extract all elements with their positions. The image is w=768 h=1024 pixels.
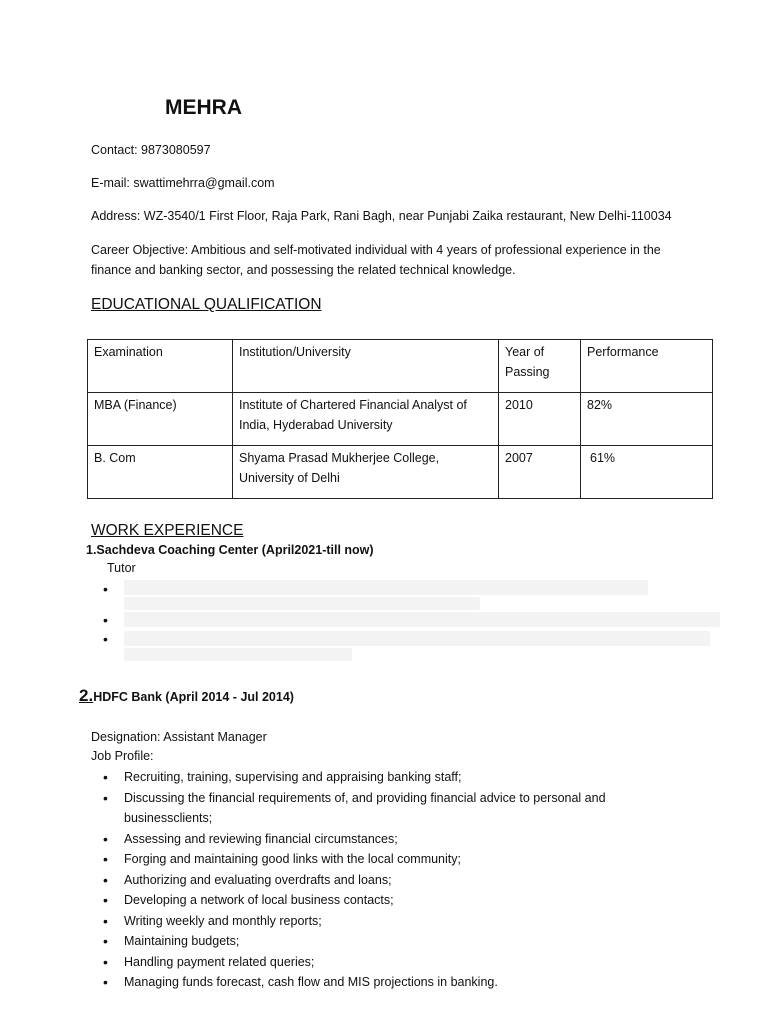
table-cell: Shyama Prasad Mukherjee College, University of Delhi xyxy=(233,446,499,499)
job2-header xyxy=(79,686,294,706)
email-line: E-mail: swattimehrra@gmail.com xyxy=(91,176,275,190)
education-heading: EDUCATIONAL QUALIFICATION xyxy=(91,296,322,313)
redacted-block xyxy=(124,631,710,646)
list-item: • Assessing and reviewing financial circumstances; xyxy=(103,829,663,850)
table-header-cell: Performance xyxy=(581,340,713,393)
table-header-cell: Year of Passing xyxy=(499,340,581,393)
table-header-row xyxy=(88,340,713,393)
list-item: • Managing funds forecast, cash flow and MIS projections in banking. xyxy=(103,972,663,993)
job1-role: Tutor xyxy=(107,561,136,575)
bullet-icon: • xyxy=(103,631,108,647)
list-item: • Developing a network of local business contacts; xyxy=(103,890,663,911)
list-item: • Forging and maintaining good links with the local community; xyxy=(103,849,663,870)
table-row xyxy=(88,446,713,499)
redacted-block xyxy=(124,580,648,595)
table-row xyxy=(88,393,713,446)
table-header-cell: Institution/University xyxy=(233,340,499,393)
table-cell: Institute of Chartered Financial Analyst of India, Hyderabad University xyxy=(233,393,499,446)
job2-number: 2. xyxy=(79,686,94,705)
table-cell: 2010 xyxy=(499,393,581,446)
candidate-name: MEHRA xyxy=(165,96,242,119)
work-heading: WORK EXPERIENCE xyxy=(91,522,244,539)
list-item: • Discussing the financial requirements of, and providing financial advice to personal and businessclients; xyxy=(103,788,663,829)
list-item: • Recruiting, training, supervising and appraising banking staff; xyxy=(103,767,663,788)
contact-line: Contact: 9873080597 xyxy=(91,143,211,157)
address-line: Address: WZ-3540/1 First Floor, Raja Park, Rani Bagh, near Punjabi Zaika restaurant, New Delhi-110034 xyxy=(91,209,672,223)
job1-title: 1.Sachdeva Coaching Center (April2021-till now) xyxy=(86,543,374,557)
table-header-cell: Examination xyxy=(88,340,233,393)
table-cell: MBA (Finance) xyxy=(88,393,233,446)
table-cell: B. Com xyxy=(88,446,233,499)
job2-duties-list xyxy=(103,767,663,993)
table-cell: 61% xyxy=(581,446,713,499)
table-cell: 82% xyxy=(581,393,713,446)
list-item: • Authorizing and evaluating overdrafts and loans; xyxy=(103,870,663,891)
redacted-block xyxy=(124,612,720,627)
bullet-icon: • xyxy=(103,581,108,597)
redacted-block xyxy=(124,597,480,610)
bullet-icon: • xyxy=(103,612,108,628)
table-cell: 2007 xyxy=(499,446,581,499)
education-table xyxy=(87,339,713,499)
list-item: • Handling payment related queries; xyxy=(103,952,663,973)
job2-designation: Designation: Assistant Manager xyxy=(91,730,267,744)
job2-profile-label: Job Profile: xyxy=(91,749,154,763)
job2-title: HDFC Bank (April 2014 - Jul 2014) xyxy=(93,690,294,704)
list-item: • Maintaining budgets; xyxy=(103,931,663,952)
career-objective: Career Objective: Ambitious and self-motivated individual with 4 years of professional experience in the finance and banking sector, and possessing the related technical knowledge. xyxy=(91,243,661,277)
redacted-block xyxy=(124,648,352,661)
list-item: • Writing weekly and monthly reports; xyxy=(103,911,663,932)
